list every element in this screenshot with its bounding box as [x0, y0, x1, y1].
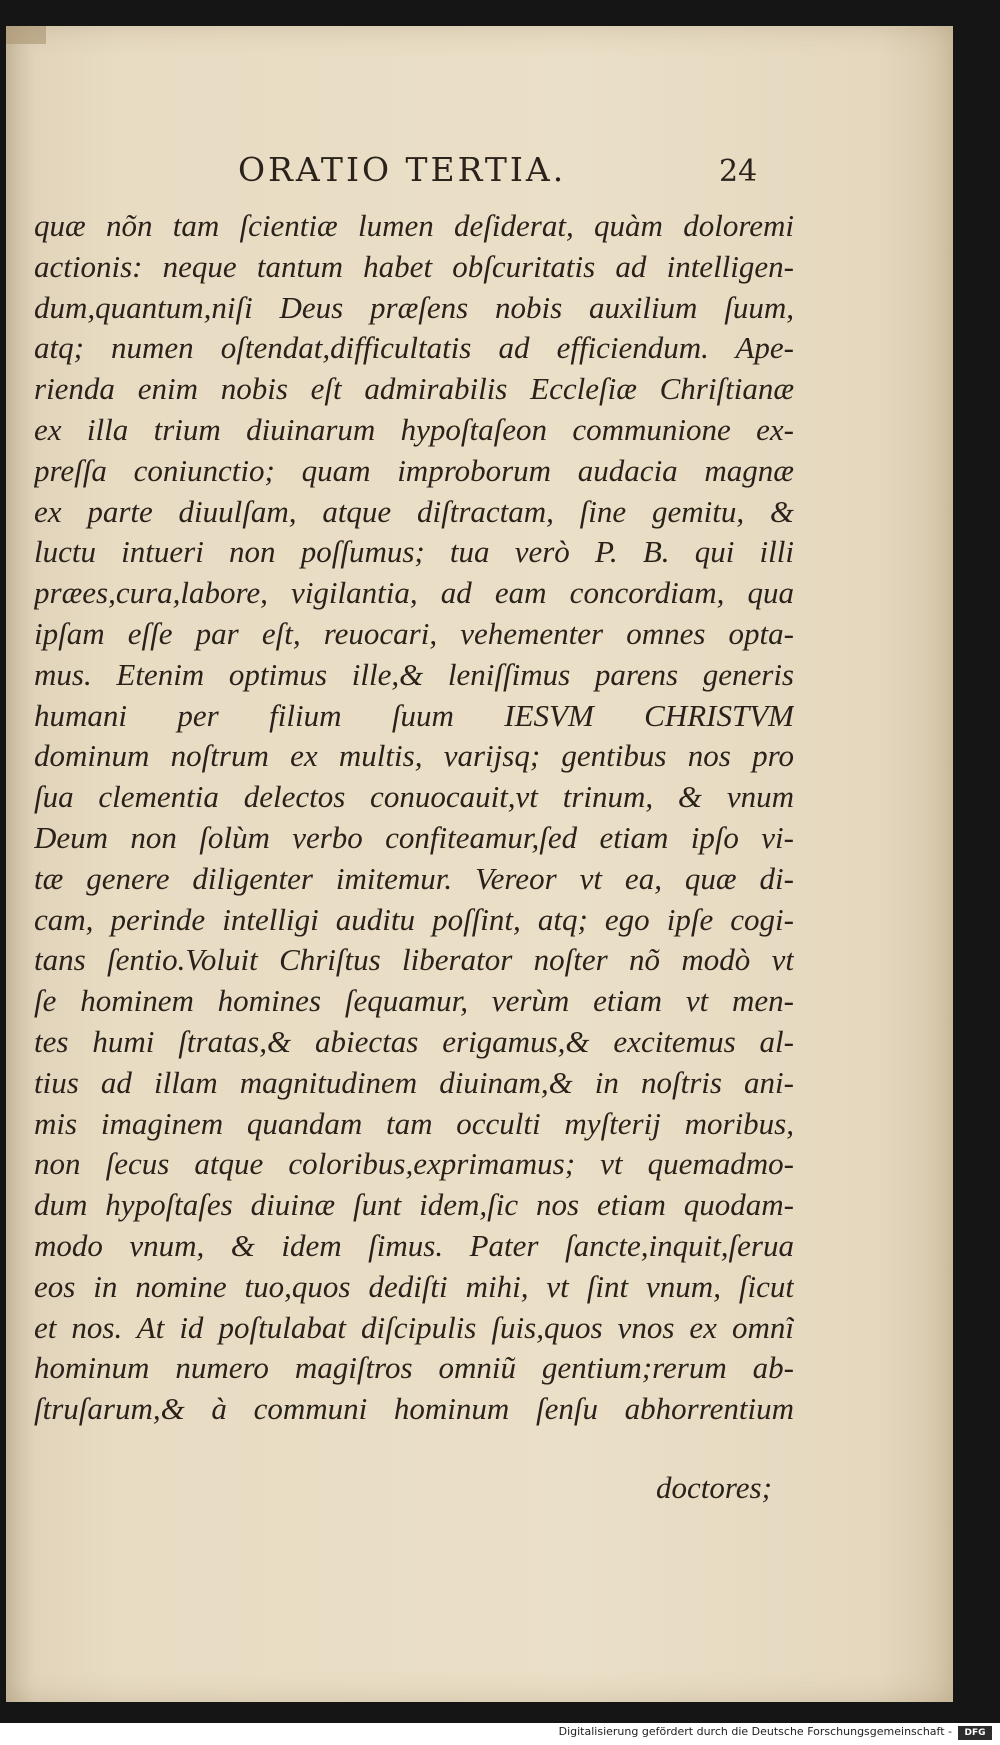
text-line: cam, perinde intelligi auditu poſſint, atq; ego ipſe cogi-: [34, 901, 794, 937]
text-line: rienda enim nobis eſt admirabilis Eccleſiæ Chriſtianæ: [34, 371, 794, 407]
text-line: dum,quantum,niſi Deus præſens nobis auxilium ſuum,: [34, 289, 794, 325]
text-line: ſe hominem homines ſequamur, verùm etiam vt men-: [34, 983, 794, 1019]
running-head: ORATIO TERTIA.: [238, 150, 567, 189]
text-line: eos in nomine tuo,quos dediſti mihi, vt ſint vnum, ſicut: [34, 1268, 794, 1304]
text-line: quæ nõn tam ſcientiæ lumen deſiderat, quàm doloremi: [34, 208, 794, 243]
book-page: [6, 26, 953, 1702]
text-line: tius ad illam magnitudinem diuinam,& in noſtris ani-: [34, 1064, 794, 1100]
page-corner: [6, 26, 46, 44]
text-line: ex parte diuulſam, atque diſtractam, ſine gemitu, &: [34, 493, 794, 529]
text-line: dum hypoſtaſes diuinæ ſunt idem,ſic nos etiam quodam-: [34, 1187, 794, 1223]
text-line: Deum non ſolùm verbo confiteamur,ſed etiam ipſo vi-: [34, 819, 794, 855]
text-line: hominum numero magiſtros omniũ gentium;rerum ab-: [34, 1350, 794, 1386]
text-line: ex illa trium diuinarum hypoſtaſeon communione ex-: [34, 411, 794, 447]
text-line: ipſam eſſe par eſt, reuocari, vehementer omnes opta-: [34, 615, 794, 651]
funding-credit: Digitalisierung gefördert durch die Deutsche Forschungsgemeinschaft -: [558, 1725, 952, 1738]
page-text-block: [34, 206, 794, 1430]
dfg-logo: DFG: [958, 1726, 992, 1740]
text-line: tæ genere diligenter imitemur. Vereor vt ea, quæ di-: [34, 860, 794, 896]
text-line: tes humi ſtratas,& abiectas erigamus,& excitemus al-: [34, 1023, 794, 1059]
text-line: ſtruſarum,& à communi hominum ſenſu abhorrentium: [34, 1391, 794, 1427]
text-line: luctu intueri non poſſumus; tua verò P. B. qui illi: [34, 534, 794, 570]
text-line: mus. Etenim optimus ille,& leniſſimus parens generis: [34, 656, 794, 692]
text-line: modo vnum, & idem ſimus. Pater ſancte,inquit,ſerua: [34, 1227, 794, 1263]
catchword: doctores;: [656, 1470, 772, 1505]
text-line: actionis: neque tantum habet obſcuritatis ad intelligen-: [34, 248, 794, 284]
text-line: preſſa coniunctio; quam improborum audacia magnæ: [34, 452, 794, 488]
page-number: 24: [719, 154, 758, 189]
text-line: non ſecus atque coloribus,exprimamus; vt quemadmo-: [34, 1146, 794, 1182]
text-line: humani per filium ſuum IESVM CHRISTVM: [34, 697, 794, 733]
text-line: mis imaginem quandam tam occulti myſterij moribus,: [34, 1105, 794, 1141]
text-line: atq; numen oſtendat,difficultatis ad efficiendum. Ape-: [34, 330, 794, 366]
text-line: præes,cura,labore, vigilantia, ad eam concordiam, qua: [34, 575, 794, 611]
text-line: dominum noſtrum ex multis, varijsq; gentibus nos pro: [34, 738, 794, 774]
text-line: ſua clementia delectos conuocauit,vt trinum, & vnum: [34, 779, 794, 815]
text-line: et nos. At id poſtulabat diſcipulis ſuis,quos vnos ex omnĩ: [34, 1309, 794, 1345]
text-line: tans ſentio.Voluit Chriſtus liberator noſter nõ modò vt: [34, 942, 794, 978]
